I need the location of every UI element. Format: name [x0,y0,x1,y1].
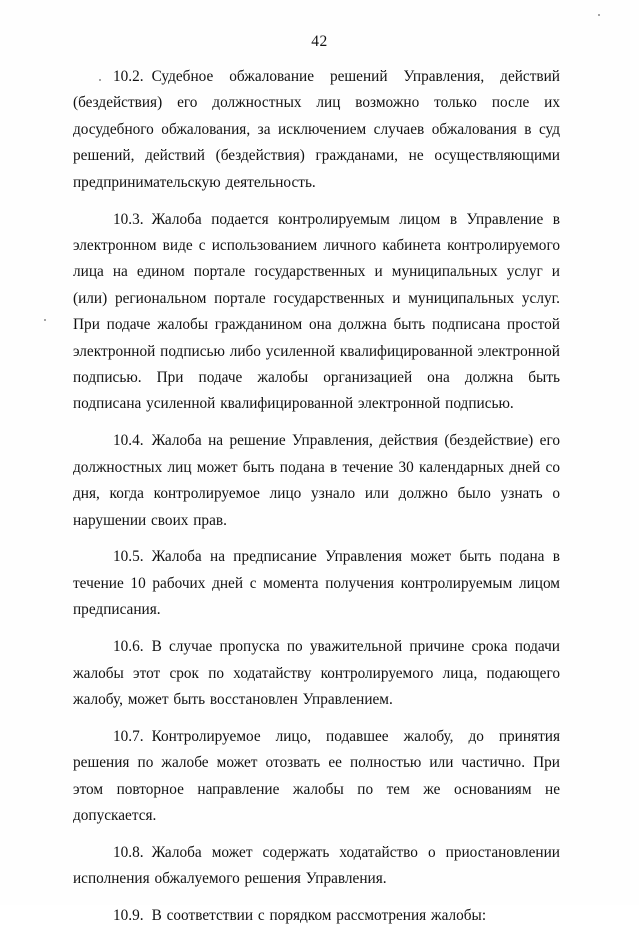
paragraph-text: Жалоба на предписание Управления может быть подана в течение 10 рабочих дней с момента получения контролируемым лицом предписания. [73,548,560,619]
paragraph-text: Контролируемое лицо, подавшее жалобу, до принятия решения по жалобе может отозвать ее полностью или частично. При этом повторное направление жалобы по тем же основаниям не допускается. [73,727,560,825]
paragraph-10-7 [73,724,560,830]
paragraph-text: Жалоба подается контролируемым лицом в Управление в электронном виде с использованием личного кабинета контролируемого лица на едином портале государственных и муниципальных услуг и (или) региональном портале государственных и муниципальных услуг. При подаче жалобы гражданином она должна быть подписана простой электронной подписью либо усиленной квалифицированной электронной подписью. При подаче жалобы организацией она должна быть подписана усиленной квалифицированной электронной подписью. [73,210,560,413]
paragraph-number: 10.7. [113,727,144,745]
paragraph-10-2 [73,64,560,196]
paragraph-number: 10.6. [113,638,144,656]
paragraph-text: Жалоба может содержать ходатайство о приостановлении исполнения обжалуемого решения Управления. [73,843,560,888]
paragraph-number: 10.4. [113,432,144,450]
paragraph-number: 10.9. [113,907,144,925]
paragraph-number: 10.8. [113,843,144,861]
paragraph-number: 10.5. [113,548,144,566]
paragraph-number: 10.3. [113,210,144,228]
scan-speck [44,319,46,321]
paragraph-10-8 [73,840,560,893]
paragraph-10-4 [73,428,560,534]
paragraph-text: В случае пропуска по уважительной причине срока подачи жалобы этот срок по ходатайству контролируемого лица, подающего жалобу, может быть восстановлен Управлением. [73,638,560,708]
paragraph-10-5 [73,544,560,623]
page-number: 42 [311,33,328,50]
paragraph-10-6 [73,634,560,713]
paragraph-10-3 [73,207,560,418]
paragraph-10-9 [73,903,560,929]
scan-speck [598,14,600,16]
paragraph-text: В соответствии с порядком рассмотрения жалобы: [151,907,487,925]
paragraph-number: 10.2. [113,68,144,85]
paragraph-text: Судебное обжалование решений Управления, действий (бездействия) его должностных лиц возможно только после их досудебного обжалования, за исключением случаев обжалования в суд решений, действий (бездействия) гражданами, не осуществляющими предпринимательскую деятельность. [73,68,560,191]
paragraph-text: Жалоба на решение Управления, действия (бездействие) его должностных лиц может быть подана в течение 30 календарных дней со дня, когда контролируемое лицо узнало или должно было узнать о нарушении своих прав. [73,432,560,529]
document-body [73,64,560,940]
